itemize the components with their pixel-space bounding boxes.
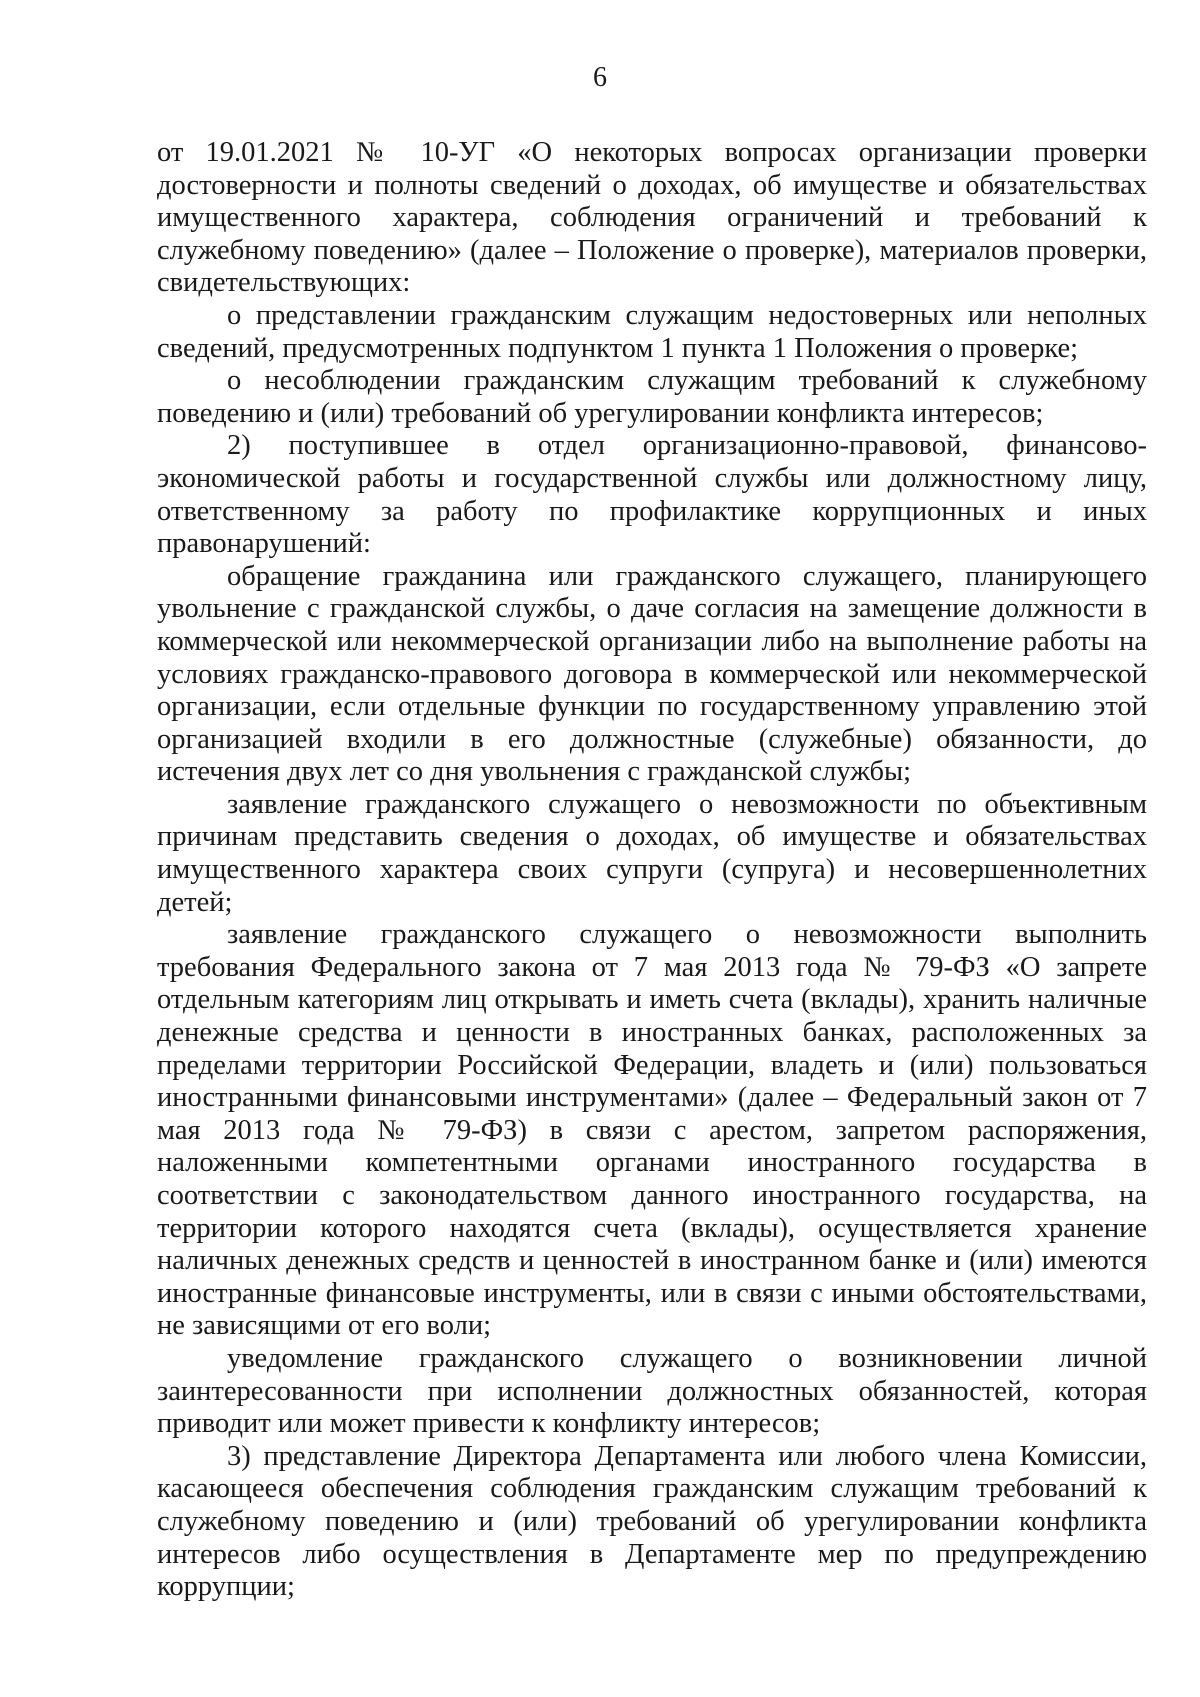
paragraph-5: обращение гражданина или гражданского служащего, планирующего увольнение с гражданской службы, о даче согласия на замещение должности в коммерческой или некоммерческой организации либо на выполнение работы на условиях гражданско-правового договора в коммерческой или некоммерческой организации, если отдельные функции по государственному управлению этой организацией входили в его должностные (служебные) обязанности, до истечения двух лет со дня увольнения с гражданской службы; (157, 560, 1147, 788)
paragraph-1: от 19.01.2021 № 10-УГ «О некоторых вопросах организации проверки достоверности и полноты сведений о доходах, об имуществе и обязательствах имущественного характера, соблюдения ограничений и требований к служебному поведению» (далее – Положение о проверке), материалов проверки, свидетельствующих: (157, 137, 1147, 299)
paragraph-4: 2) поступившее в отдел организационно-правовой, финансово-экономической работы и государственной службы или должностному лицу, ответственному за работу по профилактике коррупционных и иных правонарушений: (157, 430, 1147, 560)
paragraph-2: о представлении гражданским служащим недостоверных или неполных сведений, предусмотренных подпунктом 1 пункта 1 Положения о проверке; (157, 299, 1147, 364)
page-number: 6 (593, 62, 607, 93)
paragraph-7: заявление гражданского служащего о невозможности выполнить требования Федерального закона от 7 мая 2013 года № 79-ФЗ «О запрете отдельным категориям лиц открывать и иметь счета (вклады), хранить наличные денежные средства и ценности в иностранных банках, расположенных за пределами территории Российской Федерации, владеть и (или) пользоваться иностранными финансовыми инструментами» (далее – Федеральный закон от 7 мая 2013 года № 79-ФЗ) в связи с арестом, запретом распоряжения, наложенными компетентными органами иностранного государства в соответствии с законодательством данного иностранного государства, на территории которого находятся счета (вклады), осуществляется хранение наличных денежных средств и ценностей в иностранном банке и (или) имеются иностранные финансовые инструменты, или в связи с иными обстоятельствами, не зависящими от его воли; (157, 919, 1147, 1342)
paragraph-6: заявление гражданского служащего о невозможности по объективным причинам представить сведения о доходах, об имуществе и обязательствах имущественного характера своих супруги (супруга) и несовершеннолетних детей; (157, 788, 1147, 918)
paragraph-8: уведомление гражданского служащего о возникновении личной заинтересованности при исполнении должностных обязанностей, которая приводит или может привести к конфликту интересов; (157, 1342, 1147, 1440)
paragraph-3: о несоблюдении гражданским служащим требований к служебному поведению и (или) требований об урегулировании конфликта интересов; (157, 365, 1147, 429)
paragraph-9: 3) представление Директора Департамента или любого члена Комиссии, касающееся обеспечения соблюдения гражданским служащим требований к служебному поведению и (или) требований об урегулировании конфликта интересов либо осуществления в Департаменте мер по предупреждению коррупции; (157, 1440, 1147, 1603)
document-body (157, 137, 1147, 1604)
